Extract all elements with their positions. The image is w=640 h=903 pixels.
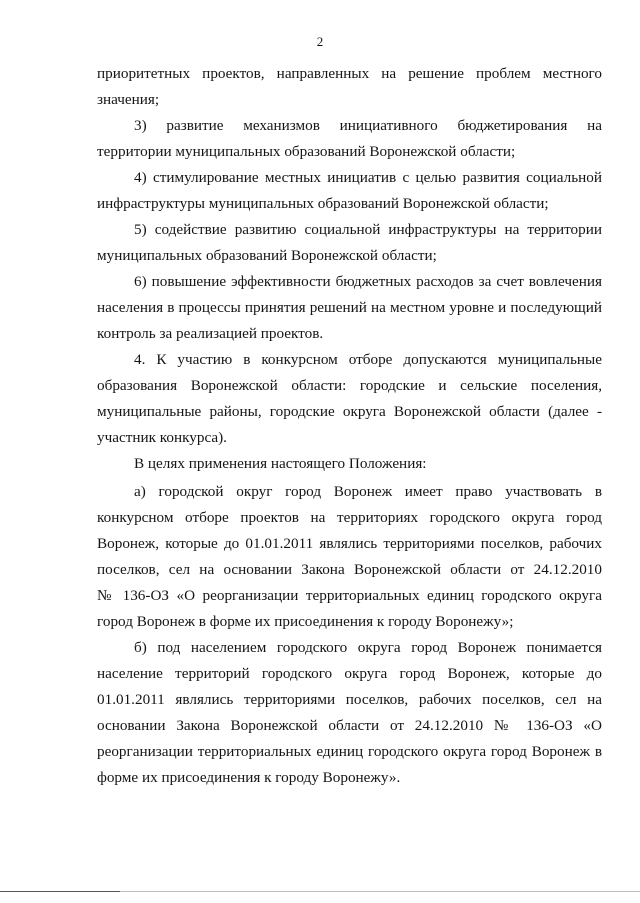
text-line: реорганизации территориальных единиц городского округа город Воронеж в [97,743,602,760]
text-line: 4. К участию в конкурсном отборе допускаются муниципальные [134,351,602,368]
text-line: приоритетных проектов, направленных на решение проблем местного [97,65,602,82]
text-line: б) под населением городского округа город Воронеж понимается [134,639,602,656]
text-line: муниципальных образований Воронежской области; [97,247,437,264]
text-line: контроль за реализацией проектов. [97,325,324,342]
text-line: Воронеж, которые до 01.01.2011 являлись территориями поселков, рабочих [97,535,602,552]
text-line: значения; [97,91,160,108]
text-line: 6) повышение эффективности бюджетных расходов за счет вовлечения [134,273,602,290]
text-line: город Воронеж в форме их присоединения к городу Воронежу»; [97,613,514,630]
text-line: 5) содействие развитию социальной инфраструктуры на территории [134,221,602,238]
text-line: 3) развитие механизмов инициативного бюджетирования на [134,117,602,134]
text-line: 01.01.2011 являлись территориями поселков, рабочих поселков, сел на [97,691,602,708]
text-line: 4) стимулирование местных инициатив с целью развития социальной [134,169,602,186]
text-line: территории муниципальных образований Воронежской области; [97,143,516,160]
scan-edge-line-dark [0,891,120,892]
page-number: 2 [316,34,324,49]
text-line: население территорий городского округа город Воронеж, которые до [97,665,602,682]
text-line: № 136-ОЗ «О реорганизации территориальных единиц городского округа [97,587,602,604]
text-line: образования Воронежской области: городские и сельские поселения, [97,377,602,394]
text-line: инфраструктуры муниципальных образований Воронежской области; [97,195,549,212]
text-line: поселков, сел на основании Закона Воронежской области от 24.12.2010 [97,561,602,578]
text-line: участник конкурса). [97,429,227,446]
text-line: а) городской округ город Воронеж имеет право участвовать в [134,483,602,500]
text-line: основании Закона Воронежской области от 24.12.2010 № 136-ОЗ «О [97,717,602,734]
text-line: конкурсном отборе проектов на территориях городского округа город [97,509,602,526]
text-line: населения в процессы принятия решений на местном уровне и последующий [97,299,602,316]
text-line: В целях применения настоящего Положения: [134,455,427,472]
text-line: муниципальные районы, городские округа Воронежской области (далее - [97,403,602,420]
text-line: форме их присоединения к городу Воронежу». [97,769,401,786]
